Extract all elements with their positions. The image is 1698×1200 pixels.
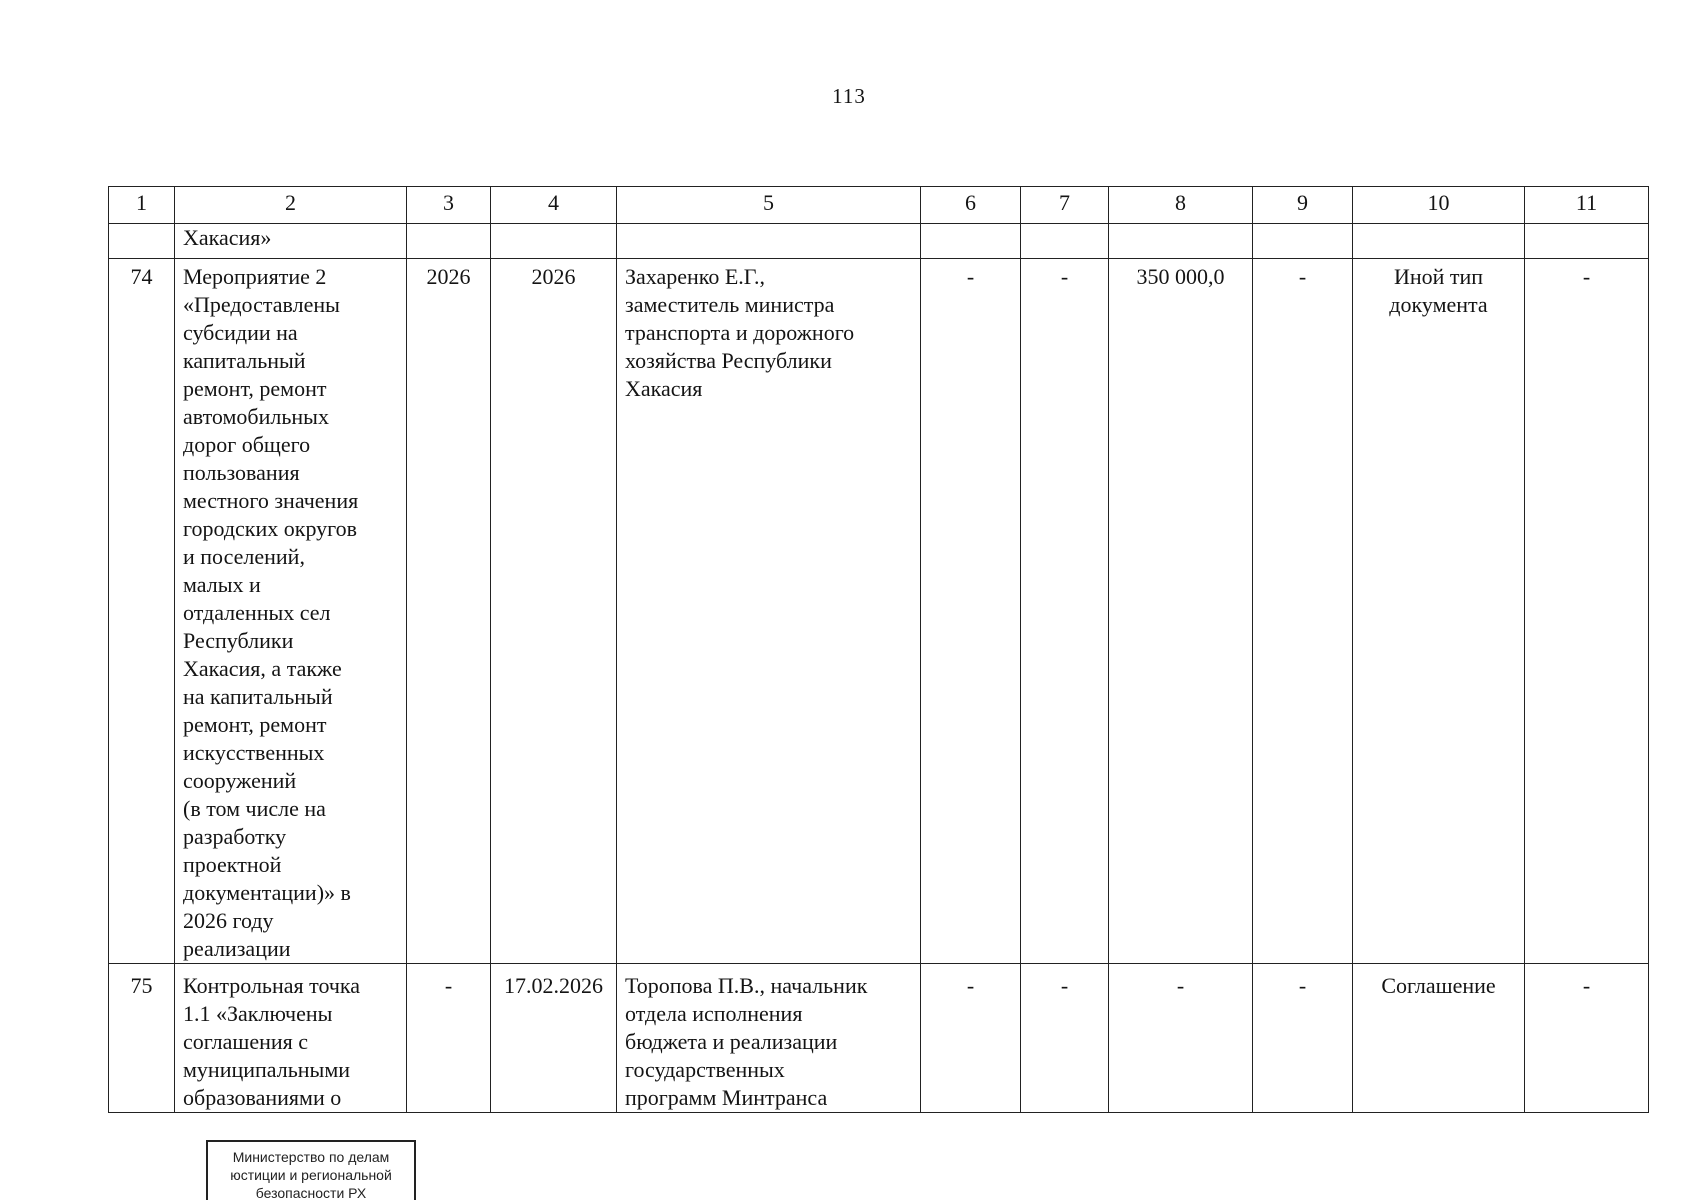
continuation-row [109, 224, 1649, 259]
document-type-cell: Соглашение [1353, 964, 1525, 1113]
column-header: 7 [1021, 187, 1109, 224]
column-header: 5 [617, 187, 921, 224]
column-number-row [109, 187, 1649, 224]
table-cell [407, 224, 491, 259]
table-cell: - [921, 964, 1021, 1113]
stamp-line: Министерство по делам [232, 1149, 390, 1165]
amount-cell: 350 000,0 [1109, 259, 1253, 964]
table-cell: - [921, 259, 1021, 964]
table-cell: - [1021, 259, 1109, 964]
page-number: 113 [832, 84, 866, 108]
stamp-line: безопасности РХ [255, 1185, 367, 1200]
table-cell [617, 224, 921, 259]
table-cell [1353, 224, 1525, 259]
table-row [109, 964, 1649, 1113]
stamp-line: юстиции и региональной [230, 1167, 392, 1183]
row-number-cell: 75 [109, 964, 175, 1113]
start-year-cell: - [407, 964, 491, 1113]
table-row [109, 259, 1649, 964]
end-date-cell: 2026 [491, 259, 617, 964]
table-cell [1109, 224, 1253, 259]
column-header: 4 [491, 187, 617, 224]
column-header: 9 [1253, 187, 1353, 224]
table-cell: - [1525, 964, 1649, 1113]
column-header: 10 [1353, 187, 1525, 224]
column-header: 3 [407, 187, 491, 224]
start-year-cell: 2026 [407, 259, 491, 964]
end-date-cell: 17.02.2026 [491, 964, 617, 1113]
table-cell-name: Хакасия» [175, 224, 407, 259]
table-cell: - [1525, 259, 1649, 964]
column-header: 1 [109, 187, 175, 224]
column-header: 8 [1109, 187, 1253, 224]
row-number-cell: 74 [109, 259, 175, 964]
table-cell [1253, 224, 1353, 259]
table-cell [109, 224, 175, 259]
column-header: 11 [1525, 187, 1649, 224]
responsible-cell: Захаренко Е.Г., заместитель министра транспорта и дорожного хозяйства Республики Хакасия [617, 259, 921, 964]
table-cell: - [1253, 964, 1353, 1113]
column-header: 6 [921, 187, 1021, 224]
table-cell [1525, 224, 1649, 259]
table-cell [491, 224, 617, 259]
activity-name-cell: Контрольная точка 1.1 «Заключены соглашения с муниципальными образованиями о [175, 964, 407, 1113]
table-cell [921, 224, 1021, 259]
column-header: 2 [175, 187, 407, 224]
table-cell: - [1021, 964, 1109, 1113]
amount-cell: - [1109, 964, 1253, 1113]
table-cell: - [1253, 259, 1353, 964]
document-table [108, 186, 1649, 1113]
ministry-stamp [206, 1140, 416, 1200]
responsible-cell: Торопова П.В., начальник отдела исполнения бюджета и реализации государственных программ Минтранса [617, 964, 921, 1113]
document-type-cell: Иной тип документа [1353, 259, 1525, 964]
table-cell [1021, 224, 1109, 259]
activity-name-cell: Мероприятие 2 «Предоставлены субсидии на капитальный ремонт, ремонт автомобильных дорог общего пользования местного значения городских округов и поселений, малых и отдаленных сел Республики Хакасия, а также на капитальный ремонт, ремонт искусственных сооружений (в том числе на разработку проектной документации)» в 2026 году реализации [175, 259, 407, 964]
